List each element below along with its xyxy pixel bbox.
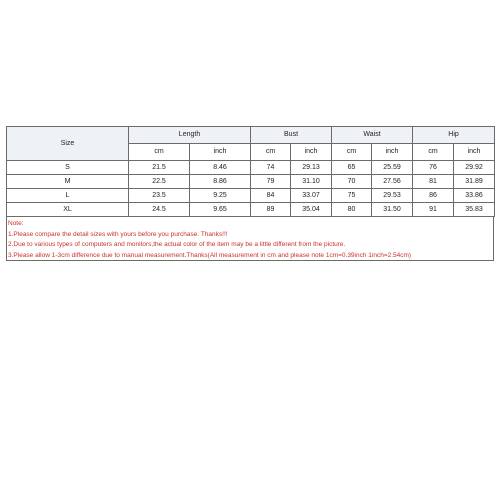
table-cell: 33.86 (454, 189, 495, 203)
table-cell: 25.59 (372, 161, 413, 175)
size-table (6, 126, 495, 217)
table-cell: 8.46 (190, 161, 251, 175)
table-row (7, 189, 495, 203)
unit-cell: inch (372, 144, 413, 161)
notes-box (6, 217, 494, 261)
table-cell: 23.5 (129, 189, 190, 203)
unit-cell: cm (332, 144, 372, 161)
table-cell: 89 (251, 203, 291, 217)
table-cell: 31.10 (291, 175, 332, 189)
unit-cell: cm (413, 144, 454, 161)
table-cell: 9.65 (190, 203, 251, 217)
table-cell: 31.89 (454, 175, 495, 189)
unit-cell: cm (129, 144, 190, 161)
table-cell: 29.13 (291, 161, 332, 175)
table-cell: 75 (332, 189, 372, 203)
table-cell: 8.86 (190, 175, 251, 189)
table-row (7, 161, 495, 175)
table-header-row (7, 127, 495, 144)
waist-header: Waist (332, 127, 413, 144)
table-cell: XL (7, 203, 129, 217)
table-cell: 91 (413, 203, 454, 217)
table-cell: 76 (413, 161, 454, 175)
note-line: 1.Please compare the detail sizes with yours before you purchase. Thanks!!! (8, 230, 228, 238)
unit-cell: inch (190, 144, 251, 161)
table-cell: 24.5 (129, 203, 190, 217)
note-line: 3.Please allow 1-3cm difference due to manual measurement.Thanks(All measurement in cm and please note 1cm=0.39inch 1inch=2.54cm) (8, 251, 412, 259)
table-cell: 81 (413, 175, 454, 189)
length-header: Length (129, 127, 251, 144)
size-chart (6, 126, 494, 261)
table-cell: 35.83 (454, 203, 495, 217)
size-header: Size (7, 127, 129, 161)
unit-cell: cm (251, 144, 291, 161)
table-cell: 65 (332, 161, 372, 175)
unit-cell: inch (454, 144, 495, 161)
table-cell: 29.92 (454, 161, 495, 175)
note-line: 2.Due to various types of computers and monitors,the actual color of the item may be a little different from the picture. (8, 241, 346, 248)
table-cell: 21.5 (129, 161, 190, 175)
unit-cell: inch (291, 144, 332, 161)
table-cell: S (7, 161, 129, 175)
table-row (7, 175, 495, 189)
table-cell: 86 (413, 189, 454, 203)
table-cell: 27.56 (372, 175, 413, 189)
table-cell: M (7, 175, 129, 189)
table-cell: 35.04 (291, 203, 332, 217)
table-cell: 70 (332, 175, 372, 189)
table-cell: 74 (251, 161, 291, 175)
table-cell: 84 (251, 189, 291, 203)
table-cell: 31.50 (372, 203, 413, 217)
hip-header: Hip (413, 127, 495, 144)
table-row (7, 203, 495, 217)
note-title: Note: (8, 220, 24, 227)
table-cell: 9.25 (190, 189, 251, 203)
table-cell: L (7, 189, 129, 203)
table-cell: 22.5 (129, 175, 190, 189)
table-cell: 79 (251, 175, 291, 189)
bust-header: Bust (251, 127, 332, 144)
table-cell: 33.07 (291, 189, 332, 203)
table-cell: 80 (332, 203, 372, 217)
table-cell: 29.53 (372, 189, 413, 203)
